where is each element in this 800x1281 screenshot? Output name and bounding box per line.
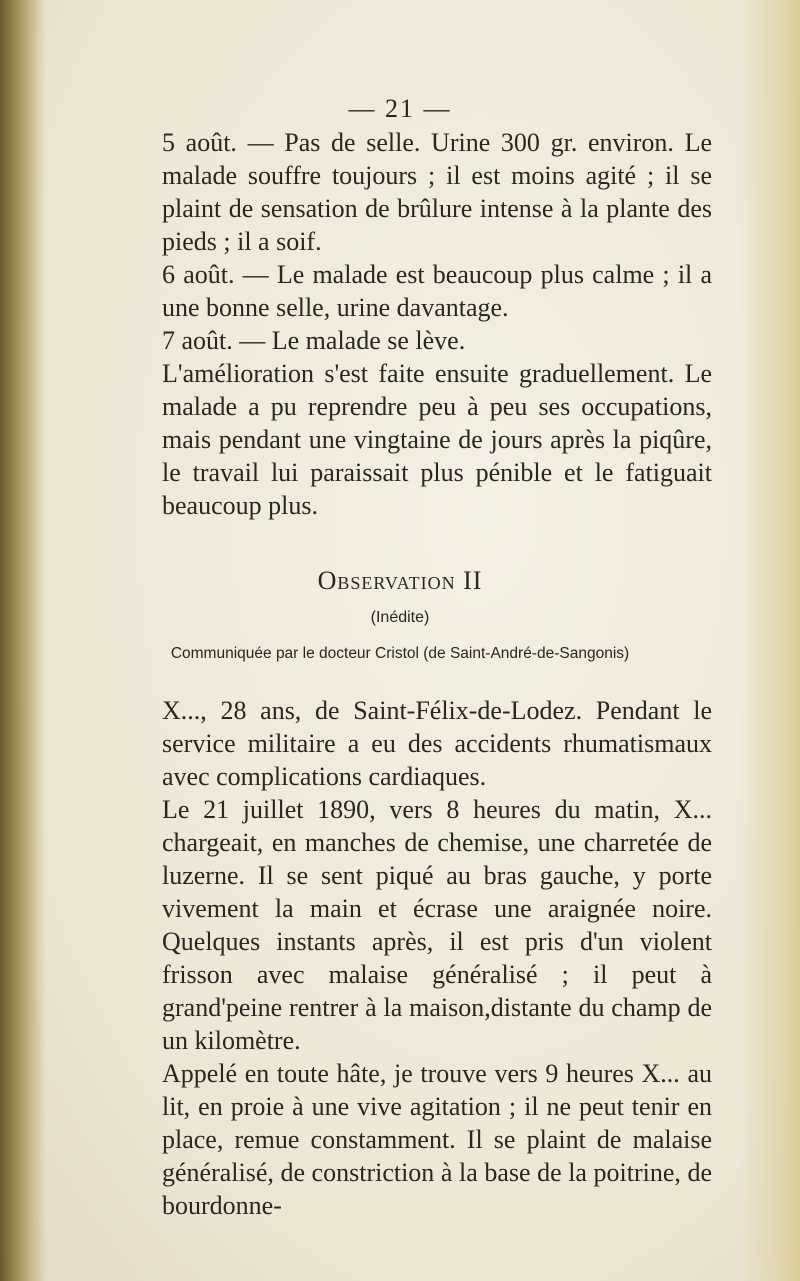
paragraph: 7 août. — Le malade se lève. [162, 326, 466, 355]
section-title: Observation II [317, 566, 483, 595]
paragraph: 5 août. — Pas de selle. Urine 300 gr. environ. Le malade souffre toujours ; il est moins agité ; il se plaint de sensation de brûlure intense à la plante des pieds ; il a soif. [162, 128, 712, 256]
paragraph: L'amélioration s'est faite ensuite graduellement. Le malade a pu reprendre peu à peu ses occupations, mais pendant une vingtaine de jours après la piqûre, le travail lui paraissait plus pénible et le fatiguait beaucoup plus. [162, 359, 712, 520]
section-credit: Communiquée par le docteur Cristol (de Saint-André-de-Sangonis) [170, 645, 630, 662]
paragraph: Appelé en toute hâte, je trouve vers 9 heures X... au lit, en proie à une vive agitation ; il ne peut tenir en place, remue constamment. Il se plaint de malaise généralisé, de constriction à la base de la poitrine, de bourdonne- [162, 1059, 712, 1220]
paragraph: X..., 28 ans, de Saint-Félix-de-Lodez. Pendant le service militaire a eu des accidents rhumatismaux avec complications cardiaques. [162, 696, 712, 791]
page-edge-stain-right [740, 0, 800, 1281]
text-block-bottom [162, 694, 712, 1222]
section-subtitle: (Inédite) [370, 609, 430, 626]
text-block-top [162, 126, 712, 522]
page-edge-shadow-left [0, 0, 46, 1281]
page-number: — 21 — [348, 94, 452, 123]
paragraph: 6 août. — Le malade est beaucoup plus calme ; il a une bonne selle, urine davantage. [162, 260, 712, 322]
paragraph: Le 21 juillet 1890, vers 8 heures du matin, X... chargeait, en manches de chemise, une charretée de luzerne. Il se sent piqué au bras gauche, y porte vivement la main et écrase une araignée noire. Quelques instants après, il est pris d'un violent frisson avec malaise généralisé ; il peut à grand'peine rentrer à la maison,distante du champ de un kilomètre. [162, 795, 712, 1055]
